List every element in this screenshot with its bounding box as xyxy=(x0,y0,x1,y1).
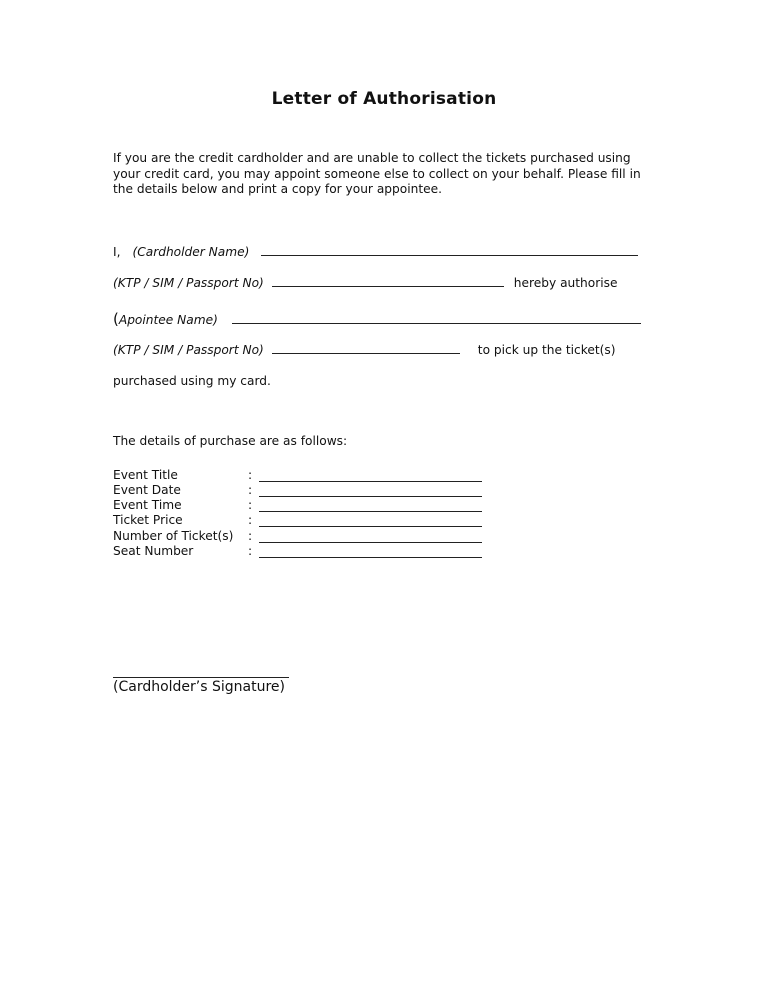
cardholder-id-label: (KTP / SIM / Passport No) xyxy=(113,276,264,290)
detail-colon: : xyxy=(248,468,253,482)
detail-label: Ticket Price xyxy=(113,513,183,527)
detail-blank xyxy=(259,557,482,558)
detail-label: Event Date xyxy=(113,483,181,497)
signature-line xyxy=(113,677,289,678)
detail-blank xyxy=(259,481,482,482)
detail-label: Event Time xyxy=(113,498,182,512)
purchased-text: purchased using my card. xyxy=(113,374,271,388)
appointee-name-line xyxy=(113,310,641,328)
detail-colon: : xyxy=(248,529,253,543)
detail-colon: : xyxy=(248,513,253,527)
appointee-open-paren: ( xyxy=(113,310,119,328)
appointee-id-line xyxy=(113,343,616,357)
cardholder-id-line xyxy=(113,276,617,290)
document-title: Letter of Authorisation xyxy=(271,89,497,109)
appointee-name-blank xyxy=(232,313,641,324)
intro-paragraph: If you are the credit cardholder and are unable to collect the tickets purchased using your credit card, you may appoint someone else to collect on your behalf. Please fill in the details below and print a copy for your appointee. xyxy=(113,151,641,196)
detail-blank xyxy=(259,526,482,527)
cardholder-id-blank xyxy=(272,276,504,287)
authorise-text: hereby authorise xyxy=(513,276,618,290)
details-intro: The details of purchase are as follows: xyxy=(113,434,348,448)
cardholder-name-blank xyxy=(261,245,638,256)
detail-label: Event Title xyxy=(113,468,178,482)
detail-colon: : xyxy=(248,483,253,497)
cardholder-name-line xyxy=(113,245,638,259)
appointee-id-blank xyxy=(272,343,460,354)
appointee-name-label: Apointee Name) xyxy=(118,313,218,327)
detail-label: Number of Ticket(s) xyxy=(113,529,234,543)
cardholder-name-label: (Cardholder Name) xyxy=(132,245,250,259)
line1-prefix: I, xyxy=(113,245,121,259)
detail-blank xyxy=(259,496,482,497)
signature-label: (Cardholder’s Signature) xyxy=(113,679,285,695)
appointee-id-label: (KTP / SIM / Passport No) xyxy=(113,343,264,357)
detail-colon: : xyxy=(248,544,253,558)
pickup-text: to pick up the ticket(s) xyxy=(477,343,616,357)
detail-label: Seat Number xyxy=(113,544,194,558)
detail-colon: : xyxy=(248,498,253,512)
detail-blank xyxy=(259,511,482,512)
detail-blank xyxy=(259,542,482,543)
